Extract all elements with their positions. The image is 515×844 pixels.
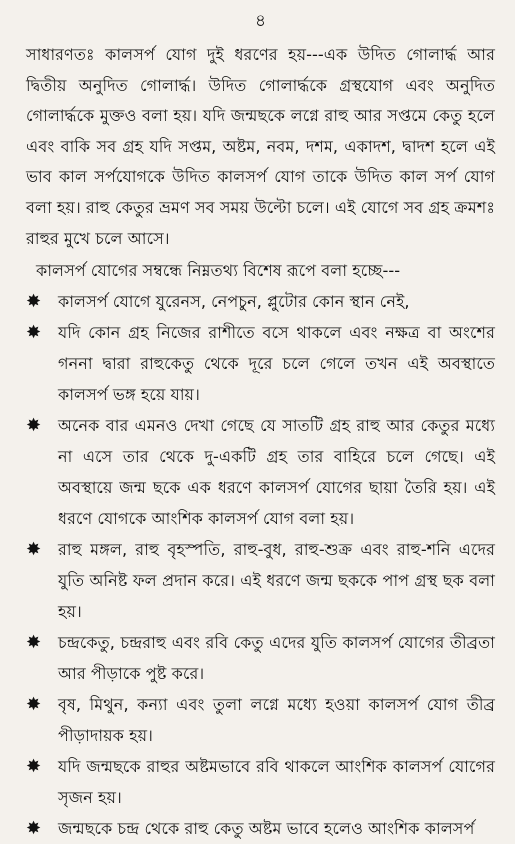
list-item-text: রাহু মঙ্গল, রাহু বৃহস্পতি, রাহু-বুধ, রাহু-শুক্র এবং রাহু-শনি এদের যুতি অনিষ্ট ফল প্রদান করে। এই ধরণে জন্ম ছককে পাপ গ্রস্থ ছক বলা হয়। bbox=[58, 540, 495, 622]
star-bullet-icon: ✸ bbox=[26, 322, 42, 344]
list-item bbox=[26, 813, 495, 844]
list-item-text: জন্মছকে চন্দ্র থেকে রাহু কেতু অষ্টম ভাবে হলেও আংশিক কালসর্প bbox=[58, 819, 475, 839]
star-bullet-icon: ✸ bbox=[26, 694, 42, 716]
star-bullet-icon: ✸ bbox=[26, 818, 42, 840]
star-bullet-icon: ✸ bbox=[26, 539, 42, 561]
list-item-text: চন্দ্রকেতু, চন্দ্ররাহু এবং রবি কেতু এদের যুতি কালসর্প যোগের তীব্রতা আর পীড়াকে পুষ্ট করে। bbox=[58, 633, 495, 684]
list-item bbox=[26, 689, 495, 751]
star-bullet-icon: ✸ bbox=[26, 291, 42, 313]
list-item-text: বৃষ, মিথুন, কন্যা এবং তুলা লগ্নে মধ্যে হওয়া কালসর্প যোগ তীব্র পীড়াদায়ক হয়। bbox=[58, 695, 495, 746]
list-item-text: যদি কোন গ্রহ নিজের রাশীতে বসে থাকলে এবং নক্ষত্র বা অংশের গননা দ্বারা রাহুকেতু থেকে দূরে চলে গেলে তখন এই অবস্থাতে কালসর্প ভঙ্গ হয়ে যায়। bbox=[58, 323, 495, 405]
list-item bbox=[26, 410, 495, 534]
list-item bbox=[26, 751, 495, 813]
list-item bbox=[26, 286, 495, 317]
list-item bbox=[26, 317, 495, 410]
opening-paragraph: সাধারণতঃ কালসর্প যোগ দুই ধরণের হয়---এক উদিত গোলার্দ্ধ আর দ্বিতীয় অনুদিত গোলার্দ্ধ। উদিত গোলার্দ্ধকে গ্রস্থযোগ এবং অনুদিত গোলার্দ্ধকে মুক্তও বলা হয়। যদি জন্মছকে লগ্নে রাহু আর সপ্তমে কেতু হলে এবং বাকি সব গ্রহ যদি সপ্তম, অষ্টম, নবম, দশম, একাদশ, দ্বাদশ হলে এই ভাব কাল সর্পযোগকে উদিত কালসর্প যোগ তাকে উদিত কাল সর্প যোগ বলা হয়। রাহু কেতুর ভ্রমণ সব সময় উল্টো চলে। এই যোগে সব গ্রহ ক্রমশঃ রাহুর মুখে চলে আসে। bbox=[26, 45, 495, 248]
list-item-text: অনেক বার এমনও দেখা গেছে যে সাতটি গ্রহ রাহু আর কেতুর মধ্যে না এসে তার থেকে দু-একটি গ্রহ তার বাহিরে চলে গেছে। এই অবস্থায়ে জন্ম ছকে এক ধরণে কালসর্প যোগের ছায়া তৈরি হয়। এই ধরণে যোগকে আংশিক কালসর্প যোগ বলা হয়। bbox=[58, 416, 495, 529]
list-item bbox=[26, 627, 495, 689]
list-item-text: কালসর্প যোগে যুরেনস, নেপচুন, প্লুটোর কোন স্থান নেই, bbox=[58, 292, 410, 312]
list-intro: কালসর্প যোগের সম্বন্ধে নিম্নতথ্য বিশেষ রূপে বলা হচ্ছে--- bbox=[36, 261, 401, 281]
list-item-text: যদি জন্মছকে রাহুর অষ্টমভাবে রবি থাকলে আংশিক কালসর্প যোগের সৃজন হয়। bbox=[58, 757, 495, 808]
page-number: ৪ bbox=[254, 11, 267, 31]
star-bullet-icon: ✸ bbox=[26, 756, 42, 778]
list-item bbox=[26, 534, 495, 627]
star-bullet-icon: ✸ bbox=[26, 632, 42, 654]
bullet-list bbox=[26, 286, 495, 844]
star-bullet-icon: ✸ bbox=[26, 415, 42, 437]
